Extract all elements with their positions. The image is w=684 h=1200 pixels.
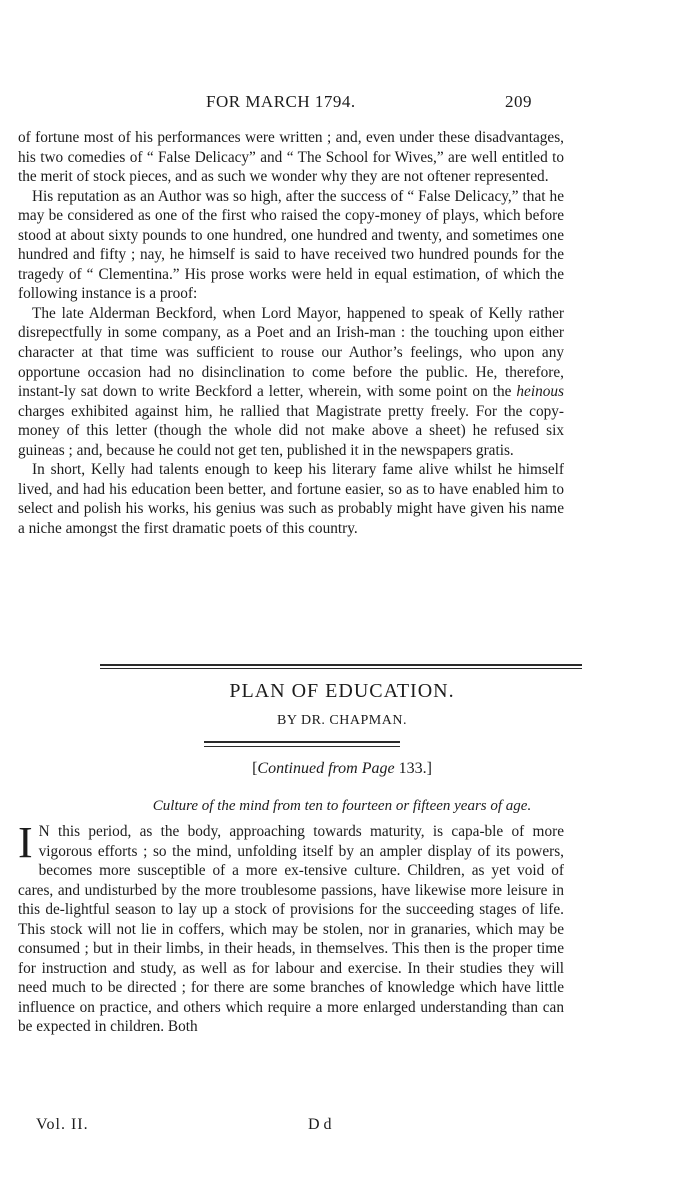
section-heading: Culture of the mind from ten to fourteen or fifteen years of age. bbox=[152, 798, 532, 814]
section-divider bbox=[100, 664, 582, 666]
paragraph-text: charges exhibited against him, he rallied that Magistrate pretty freely. For the copy-money of this letter (though the whole did not make above a sheet) he refused six guineas ; and, because he could not get ten, published it in the newspapers gratis. bbox=[18, 402, 564, 459]
title-rule bbox=[204, 741, 400, 743]
paragraph bbox=[18, 818, 564, 1037]
continuation-note bbox=[0, 760, 684, 778]
paragraph: of fortune most of his performances were written ; and, even under these disadvantages, his two comedies of “ False Delicacy” and “ The School for Wives,” are well entitled to the merit of stock pieces, and as such we wonder why they are not oftener represented. bbox=[18, 129, 564, 186]
continued-page: 133.] bbox=[394, 760, 432, 777]
article-title: PLAN OF EDUCATION. bbox=[229, 680, 455, 702]
italic-word: heinous bbox=[516, 383, 564, 401]
running-head bbox=[0, 92, 684, 118]
title-rule-thin bbox=[204, 746, 400, 747]
signature-mark: D d bbox=[308, 1116, 332, 1133]
article-author: BY DR. CHAPMAN. bbox=[277, 713, 407, 728]
section-divider-thin bbox=[100, 668, 582, 669]
bracket: [ bbox=[252, 760, 258, 777]
page-number: 209 bbox=[505, 92, 532, 111]
article-body bbox=[18, 818, 564, 1037]
paragraph: His reputation as an Author was so high, after the success of “ False Delicacy,” that he may be considered as one of the first who raised the copy-money of plays, which before stood at about sixty pounds to one hundred, one hundred and twenty, and sometimes one hundred and fifty ; nay, he himself is said to have received two hundred pounds for the tragedy of “ Clementina.” His prose works were held in equal estimation, of which the following instance is a proof: bbox=[18, 187, 564, 303]
drop-cap: I bbox=[18, 818, 33, 867]
kelly-biography-text bbox=[18, 128, 564, 538]
paragraph-text: The late Alderman Beckford, when Lord Mayor, happened to speak of Kelly rather disrepectfully in some company, as a Poet and an Irish-man : the touching upon either character at that time was sufficient to rouse our Author’s feelings, who upon any opportune occasion had no disinclination to come before the public. He, therefore, instant-ly sat down to write Beckford a letter, wherein, with some point on the bbox=[18, 304, 564, 401]
paragraph: In short, Kelly had talents enough to keep his literary fame alive whilst he himself lived, and had his education been better, and fortune easier, so as to have enabled him to select and polish his works, his genius was such as probably might have given his name a niche amongst the first dramatic poets of this country. bbox=[18, 461, 564, 537]
volume-mark: Vol. II. bbox=[36, 1116, 89, 1133]
paragraph-text: N this period, as the body, approaching towards maturity, is capa-ble of more vigorous efforts ; so the mind, unfolding itself by an ampler display of its powers, becomes more susceptible of a more ex-tensive culture. Children, as yet void of cares, and undisturbed by the more troublesome passions, have likewise more leisure in this de-lightful season to lay up a stock of provisions for the succeeding stages of life. This stock will not lie in coffers, which may be stolen, nor in granaries, which may be consumed ; but in their limbs, in their heads, in themselves. This then is the proper time for instruction and study, as well as for labour and exercise. In their studies they will need much to be directed ; for there are some branches of knowledge which have little influence on practice, and others which require a more enlarged understanding than can be expected in children. Both bbox=[18, 823, 564, 1036]
continued-label: Continued from Page bbox=[257, 760, 395, 777]
paragraph bbox=[18, 304, 564, 460]
running-title: FOR MARCH 1794. bbox=[206, 92, 356, 111]
page-signature bbox=[36, 1116, 596, 1136]
